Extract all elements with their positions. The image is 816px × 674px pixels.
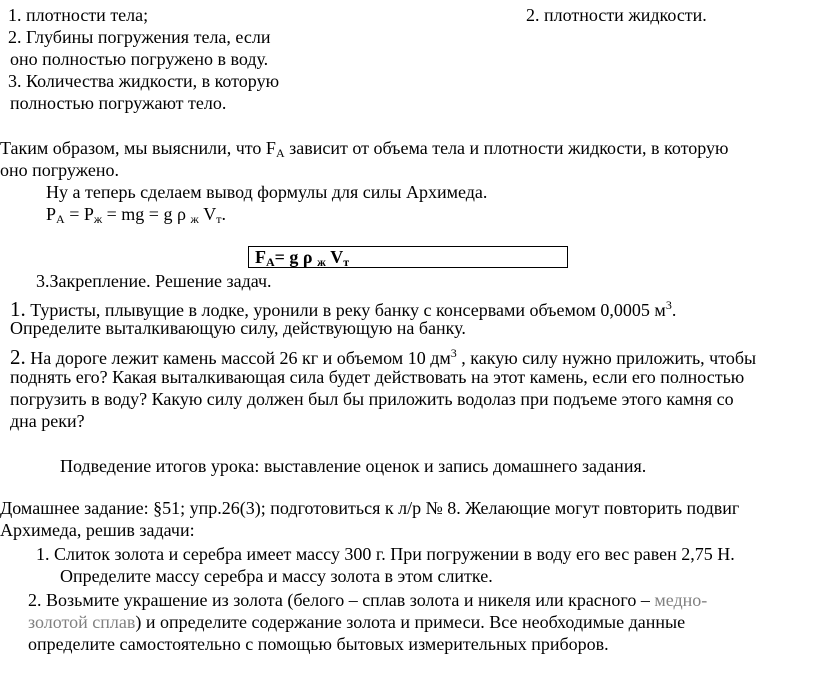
task2-number: 2. bbox=[10, 345, 26, 369]
formula-sub-a: A bbox=[266, 255, 275, 269]
task2-line3: погрузить в воду? Какую силу должен был бы приложить водолаз при подъеме этого камня со bbox=[10, 389, 734, 409]
homework-item1-line2: Определите массу серебра и массу золота в этом слитке. bbox=[60, 566, 493, 586]
task2-end: , какую силу нужно приложить, чтобы bbox=[456, 348, 757, 368]
eq-sub-zh: ж bbox=[93, 212, 103, 226]
task2-text: На дороге лежит камень массой 26 кг и объемом 10 дм bbox=[25, 348, 451, 368]
homework-item2-line1 bbox=[28, 589, 707, 611]
derive-formula-line: Ну а теперь сделаем вывод формулы для силы Архимеда. bbox=[46, 182, 488, 202]
subscript-a: A bbox=[275, 146, 285, 160]
homework-item2-line3: определите самостоятельно с помощью бытовых измерительных приборов. bbox=[28, 634, 609, 654]
list-item-amount-line2: полностью погружают тело. bbox=[10, 93, 227, 113]
task1-number: 1. bbox=[10, 297, 26, 321]
formula-sub-t: т bbox=[343, 255, 350, 269]
section-heading: 3.Закрепление. Решение задач. bbox=[36, 271, 272, 291]
homework-item2-text-b: ) и определите содержание золота и примеси. Все необходимые данные bbox=[135, 612, 686, 632]
homework-line1: Домашнее задание: §51; упр.26(3); подготовиться к л/р № 8. Желающие могут повторить подвиг bbox=[0, 498, 740, 518]
eq-sub-t: т bbox=[216, 212, 222, 226]
list-item-density-body: 1. плотности тела; bbox=[8, 5, 149, 25]
eq-v: V bbox=[198, 204, 217, 224]
homework-item2-line2 bbox=[28, 611, 685, 633]
task1-line2: Определите выталкивающую силу, действующую на банку. bbox=[10, 318, 466, 338]
formula-sub-zh: ж bbox=[317, 255, 326, 269]
homework-item2-gray-b: золотой сплав bbox=[28, 612, 136, 632]
equation-line bbox=[46, 203, 226, 230]
list-item-depth-line1: 2. Глубины погружения тела, если bbox=[8, 27, 271, 47]
archimedes-formula bbox=[255, 247, 349, 272]
task1-sup: 3 bbox=[665, 298, 672, 312]
homework-item2-text-a: 2. Возьмите украшение из золота (белого – сплав золота и никеля или красного – bbox=[28, 590, 650, 610]
homework-item2-gray-a: медно- bbox=[649, 590, 708, 610]
formula-box bbox=[248, 246, 568, 268]
task1-text: Туристы, плывущие в лодке, уронили в реку банку с консервами объемом 0,0005 м bbox=[25, 300, 666, 320]
formula-mid: = g ρ bbox=[274, 247, 318, 267]
eq-p: P bbox=[46, 204, 57, 224]
eq-sub-a: A bbox=[56, 212, 65, 226]
formula-v: V bbox=[325, 247, 344, 267]
eq-sub-zh2: ж bbox=[190, 212, 199, 226]
conclusion-text-b: зависит от объема тела и плотности жидкости, в которую bbox=[284, 138, 729, 158]
task2-line2: поднять его? Какая выталкивающая сила будет действовать на этот камень, если его полностью bbox=[10, 367, 745, 387]
list-item-density-liquid: 2. плотности жидкости. bbox=[526, 5, 707, 25]
list-item-amount-line1: 3. Количества жидкости, в которую bbox=[8, 71, 280, 91]
formula-f: F bbox=[255, 247, 266, 267]
lesson-summary: Подведение итогов урока: выставление оценок и запись домашнего задания. bbox=[60, 456, 647, 476]
task2-line4: дна реки? bbox=[10, 411, 85, 431]
homework-item1-line1: 1. Слиток золота и серебра имеет массу 300 г. При погружении в воду его вес равен 2,75 Н. bbox=[36, 544, 735, 564]
homework-line2: Архимеда, решив задачи: bbox=[0, 520, 195, 540]
eq-mid: = P bbox=[64, 204, 94, 224]
conclusion-text-a: Таким образом, мы выяснили, что F bbox=[0, 138, 276, 158]
eq-rest: = mg = g ρ bbox=[102, 204, 191, 224]
task2-line1 bbox=[10, 342, 756, 369]
list-item-depth-line2: оно полностью погружено в воду. bbox=[10, 49, 269, 69]
task1-end: . bbox=[671, 300, 677, 320]
task2-sup: 3 bbox=[450, 346, 457, 360]
eq-end: . bbox=[221, 204, 226, 224]
conclusion-line2: оно погружено. bbox=[0, 160, 119, 180]
